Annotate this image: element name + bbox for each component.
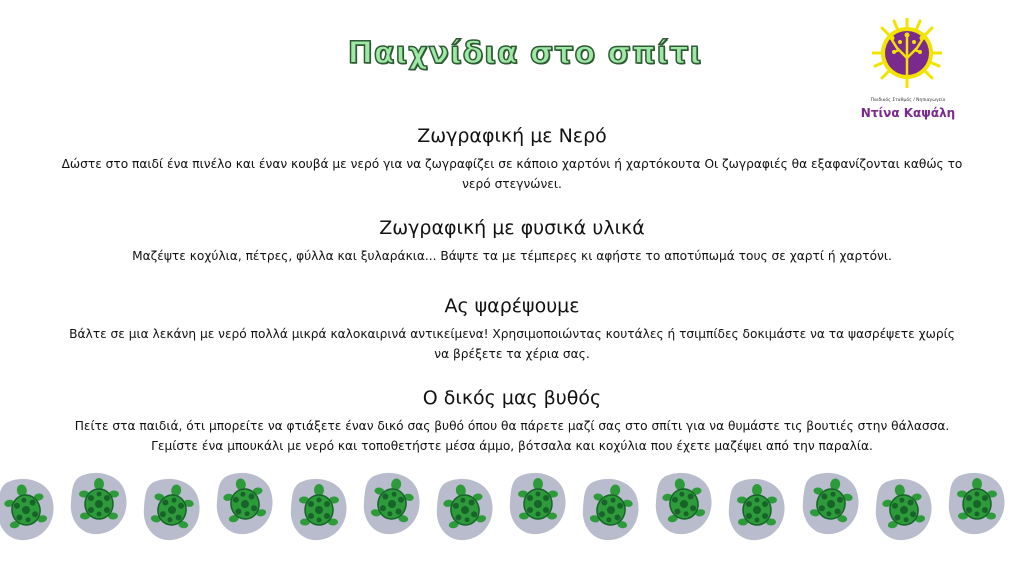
- turtle-icon: [0, 476, 56, 542]
- section-body: Βάλτε σε μια λεκάνη με νερό πολλά μικρά καλοκαιρινά αντικείμενα! Χρησιμοποιώντας κουτάλες ή τσιμπίδες δοκιμάστε να τα ψασρέψετε χωρίς να βρέξετε τα χέρια σας.: [69, 327, 955, 361]
- section-heading: Ας ψαρέψουμε: [444, 295, 580, 317]
- activity-section: [60, 124, 964, 194]
- turtle-icon: [727, 476, 787, 542]
- logo-name: Ντίνα Καψάλη: [860, 106, 956, 120]
- section-body: Δώστε στο παιδί ένα πινέλο και έναν κουβά με νερό για να ζωγραφίζει σε κάποιο χαρτόνι ή χαρτόκουτα Οι ζωγραφιές θα εξαφανίζονται καθώς το νερό στεγνώνει.: [61, 157, 963, 191]
- section-heading: Ζωγραφική με Νερό: [417, 125, 607, 147]
- turtle-icon: [142, 476, 202, 542]
- activity-section: [60, 216, 964, 266]
- turtle-icon: [362, 470, 422, 536]
- page-title: Παιχνίδια στο σπίτι: [347, 36, 703, 71]
- turtle-icon: [215, 470, 275, 536]
- activity-section: [60, 386, 964, 456]
- turtle-border: [0, 468, 1024, 548]
- activity-section: [60, 294, 964, 364]
- section-heading: Ο δικός μας βυθός: [422, 387, 602, 409]
- turtle-icon: [435, 476, 495, 542]
- turtle-icon: [69, 470, 129, 536]
- section-heading: Ζωγραφική με φυσικά υλικά: [379, 217, 645, 239]
- logo-subtitle: Παιδικός Σταθμός / Νηπιαγωγείο: [870, 98, 946, 103]
- section-body: Μαζέψτε κοχύλια, πέτρες, φύλλα και ξυλαράκια... Βάψτε τα με τέμπερες κι αφήστε το αποτύπωμά τους σε χαρτί ή χαρτόνι.: [132, 249, 892, 263]
- turtle-icon: [801, 470, 861, 536]
- turtle-icon: [874, 476, 934, 542]
- turtle-icon: [289, 476, 349, 542]
- turtle-icon: [654, 470, 714, 536]
- turtle-icon: [508, 470, 568, 536]
- activities-list: [60, 124, 964, 478]
- turtle-icon: [581, 476, 641, 542]
- tree-logo-icon: [872, 18, 942, 88]
- turtle-icon: [947, 470, 1007, 536]
- school-logo: [858, 14, 958, 122]
- section-body: Πείτε στα παιδιά, ότι μπορείτε να φτιάξετε έναν δικό σας βυθό όπου θα πάρετε μαζί σας στο σπίτι για να θυμάστε τις βουτιές στην θάλασσα. Γεμίστε ένα μπουκάλι με νερό και τοποθετήστε μέσα άμμο, βότσαλα και κοχύλια που έχετε μαζέψει από την παραλία.: [74, 419, 950, 453]
